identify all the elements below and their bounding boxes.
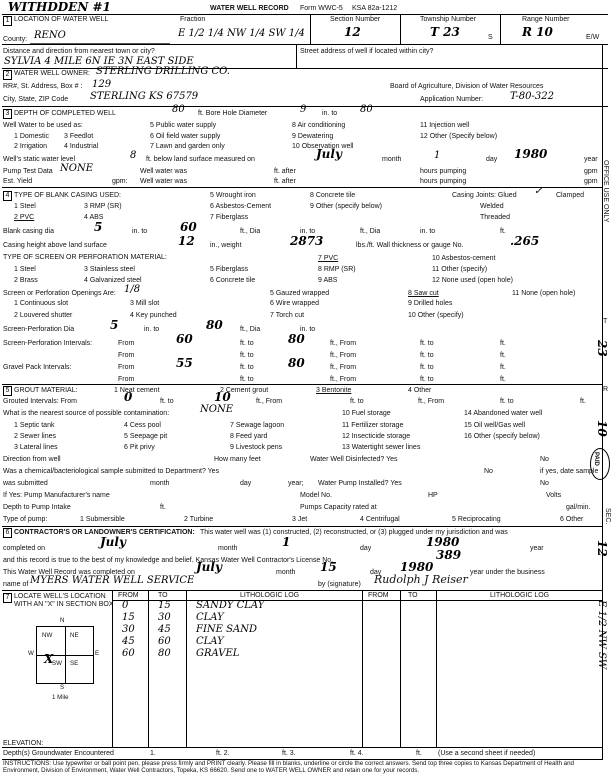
measured-day: 1 [434, 150, 441, 161]
grout-from: 0 [124, 390, 133, 404]
openings-value: 1/8 [124, 284, 141, 295]
completed-day: 1 [282, 535, 291, 549]
street-label: Street address of well if located within city? [300, 48, 434, 55]
gravel-to: 80 [288, 356, 305, 370]
signature: Rudolph J Reiser [374, 573, 468, 586]
depth-value: 80 [172, 104, 185, 115]
bore-to-value: 80 [360, 104, 373, 115]
instructions: INSTRUCTIONS: Use typewriter or ball point pen, please press firmly and PRINT clearly. Please fill in blanks, underline or circle the correct answers. Send top three copies to Kansas Department of Health and Environment, Division of Environment, Water Well Contractors, Topeka, KS 66620. Send one to WATER WELL OWNER and retain one for your records. [3, 760, 574, 774]
log-row-to: 30 [158, 612, 171, 623]
county-label: County: [3, 36, 28, 43]
log-row-lithology: FINE SAND [196, 624, 257, 635]
locate-label: LOCATE WELL'S LOCATION WITH AN "X" IN SECTION BOX [14, 593, 114, 608]
application-value: T-80-322 [510, 91, 554, 102]
fraction-label: Fraction [180, 16, 206, 23]
log-row-lithology: GRAVEL [196, 648, 240, 659]
side-range: 10 [595, 420, 609, 437]
township-label: Township Number [420, 16, 477, 23]
screen-int-from: 60 [176, 332, 193, 346]
use-label: Well Water to be used as: [3, 122, 83, 129]
log-row-lithology: CLAY [196, 636, 224, 647]
grout-to: 10 [214, 390, 231, 404]
office-use-label: OFFICE USE ONLY [602, 160, 609, 223]
license-number: 389 [436, 548, 462, 562]
form-number: Form WWC-5 [300, 5, 343, 12]
range-value: R 10 [522, 25, 553, 39]
bore-value: 9 [300, 104, 307, 115]
record-year: 1980 [400, 560, 434, 574]
form-title: WATER WELL RECORD [210, 5, 289, 12]
side-township: 23 [595, 340, 609, 357]
location-label: LOCATION OF WATER WELL [14, 16, 109, 23]
log-row-lithology: SANDY CLAY [196, 600, 265, 611]
range-label: Range Number [522, 16, 570, 23]
log-row-from: 0 [122, 600, 129, 611]
casing-height-value: 12 [178, 234, 195, 248]
screen-dia-to: 80 [206, 318, 223, 332]
distance-value: SYLVIA 4 MILE 6N IE 3N EAST SIDE [4, 56, 194, 67]
record-month: July [196, 560, 222, 574]
static-level-value: 8 [130, 150, 137, 161]
section-label: Section Number [330, 16, 381, 23]
water-well-record-form: WITHDDEN #1 WATER WELL RECORD Form WWC-5 KSA 82a-1212 1 LOCATION OF WATER WELL Fraction Section Number Township Number Range Number County: RENO E 1/2 1/4 NW 1/4 SW 1/4 12 T 23 S R 10 E/W Distance and direction from nearest town or city? Street address of well if located within city? SYLVIA 4 MILE 6N IE 3N EAST SIDE 2 WATER WELL OWNER: STERLING DRILLING CO. RR#, St. Address, Box # : 129 Board of Agriculture, Division of Water Resources City, State, ZIP Code STERLING KS 67579 Application Number: T-80-322 3 DEPTH OF COMPLETED WELL 80 ft. Bore Hole Diameter 9 in. to 80 Well Water to be used as: 1 Domestic 2 Irrigation 3 Feedlot 4 Industrial 5 Public water supply 6 Oil field water supply 7 Lawn and garden only 8 Air conditioning 9 Dewatering 10 Observation well 11 Injection well 12 Other (Specify below) Well's static water level 8 ft. below land surface measured on July month 1 day 1980 year Pump Test Data NONE Well water was ft. after hours pumping gpm Est. Yield gpm: Well water was ft. after hours pumping gpm 4 TYPE OF BLANK CASING USED: 1 Steel 2 PVC 3 RMP (SR) 4 ABS 5 Wrought iron 6 Asbestos-Cement 7 Fiberglass 8 Concrete tile 9 Other (specify below) Casing Joints: Glued ✓ Clamped Welded Threaded Blank casing dia 5 in. to 60 ft., Dia in. to ft., Dia in. to ft. Casing height above land surface 12 in., weight 2873 lbs./ft. Wall thickness or gauge No. .265 TYPE OF SCREEN OR PERFORATION MATERIAL: 1 Steel 2 Brass 3 Stainless steel 4 Galvanized steel 5 Fiberglass 6 Concrete tile 7 PVC 8 RMP (SR) 9 ABS 10 Asbestos-cement 11 Other (specify) 12 None used (open hole) Screen or Perforation Openings Are: 1/8 1 Continuous slot 2 Louvered shutter 3 Mill slot 4 Key punched 5 Gauzed wrapped 6 Wire wrapped 7 Torch cut 8 Saw cut 9 Drilled holes 10 Other (specify) 11 None (open hole) Screen-Perforation Dia 5 in. to 80 ft., Dia in. to Screen-Perforation Intervals: From 60 ft. to 80 ft., From ft. to ft. From ft. to ft., From ft. to ft. Gravel Pack Intervals: From 55 ft. to 80 ft., From ft. to ft. From ft. to ft., From ft. to ft. 5 GROUT MATERIAL: 1 Neat cement 2 Cement grout 3 Bentonite 4 Other Grouted Intervals: From 0 ft. to 10 ft., From ft. to ft., From ft. to ft. What is the nearest source of possible contamination: NONE 1 Septic tank 2 Sewer lines 3 Lateral lines 4 Cess pool 5 Seepage pit 6 Pit privy 7 Sewage lagoon 8 Feed yard 9 Livestock pens 10 Fuel storage 11 Fertilizer storage 12 Insecticide storage 13 Watertight sewer lines 14 Abandoned water well 15 Oil well/Gas well 16 Other (specify below) Direction from well How many feet Water Well Disinfected? Yes No Was a chemical/bacteriological sample submitted to Department? Yes No if yes, date sample was submitted month day year; Water Pump Installed? Yes No If Yes: Pump Manufacturer's name Model No. HP Volts Depth to Pump Intake ft. Pumps Capacity rated at gal/min. Type of pump: 1 Submersible 2 Turbine 3 Jet 4 Centrifugal 5 Reciprocating 6 Other 6 CONTRACTOR'S OR LANDOWNER'S CERTIFICATION: This water well was (1) constructed, (2) reconstructed, or (3) plugged under my jurisdiction and was completed on July month 1 day 1980 year and this record is true to the best of my knowledge and belief. Kansas Water Well Contractor's License No. 389 This Water Well Record was completed on July month 15 day 1980 year under the business name of MYERS WATER WELL SERVICE by (signature) Rudolph J Reiser 7 LOCATE WELL'S LOCATION WITH AN "X" IN SECTION BOX FROM TO LITHOLOGIC LOG FROM TO LITHOLOGIC LOG 0 15 SANDY CLAY 15 30 CLAY 30 45 FINE SAND 45 60 CLAY 60 80 GRAVEL N S W E NW NE SW SE X 1 Mile ELEVATION: Depth(s) Groundwater Encountered 1. ft. 2. ft. 3. ft. 4. ft. (Use a second sheet if needed) INSTRUCTIONS: Use typewriter or ball point pen, please press firmly and PRINT clearly. Please fill in blanks, underline or circle the correct answers. Send top three copies to Kansas Department of Health and Environment, Division of Environment, Water Well Contractors, Topeka, KS 66620. Send one to WATER WELL OWNER and retain one for your records. OFFICE USE ONLY T 23 R 10 PAID SEC. 12 E 1/2 NW SW [3, 0, 611, 774]
wall-thickness-value: .265 [510, 234, 540, 248]
measured-month: July [316, 147, 342, 161]
section-value: 12 [344, 25, 361, 39]
board-label: Board of Agriculture, Division of Water Resources [390, 83, 544, 90]
well-location-mark: X [44, 652, 54, 666]
log-row-from: 60 [122, 648, 135, 659]
blank-to-value: 60 [180, 220, 197, 234]
side-section: 12 [595, 540, 609, 557]
log-row-to: 60 [158, 636, 171, 647]
distance-label: Distance and direction from nearest town or city? [3, 48, 155, 55]
county-value: RENO [34, 30, 66, 41]
blank-dia-value: 5 [94, 220, 103, 234]
completed-year: 1980 [426, 535, 460, 549]
screen-int-to: 80 [288, 332, 305, 346]
pump-test-value: NONE [60, 163, 93, 174]
log-row-from: 15 [122, 612, 135, 623]
measured-year: 1980 [514, 147, 548, 161]
owner-name: STERLING DRILLING CO. [96, 66, 230, 77]
log-row-to: 15 [158, 600, 171, 611]
address-label: RR#, St. Address, Box # : [3, 83, 83, 90]
side-fraction: E 1/2 NW SW [596, 600, 607, 670]
ksa-reference: KSA 82a-1212 [352, 5, 398, 12]
log-row-lithology: CLAY [196, 612, 224, 623]
log-row-from: 30 [122, 624, 135, 635]
fraction-value: E 1/2 1/4 NW 1/4 SW 1/4 [178, 28, 305, 39]
address-value: 129 [92, 79, 112, 90]
log-row-to: 80 [158, 648, 171, 659]
gravel-from: 55 [176, 356, 193, 370]
township-value: T 23 [430, 25, 460, 39]
casing-weight-value: 2873 [290, 234, 324, 248]
business-name: MYERS WATER WELL SERVICE [30, 575, 195, 586]
contamination-value: NONE [200, 404, 233, 415]
depth-label: DEPTH OF COMPLETED WELL [14, 110, 116, 117]
city-value: STERLING KS 67579 [90, 91, 199, 102]
record-day: 15 [320, 560, 337, 574]
completed-month: July [100, 535, 126, 549]
city-label: City, State, ZIP Code [3, 96, 69, 103]
log-row-from: 45 [122, 636, 135, 647]
screen-dia-value: 5 [110, 318, 119, 332]
rule [2, 14, 608, 15]
handwritten-title: WITHDDEN #1 [8, 0, 111, 14]
owner-label: WATER WELL OWNER: [14, 70, 90, 77]
log-row-to: 45 [158, 624, 171, 635]
application-label: Application Number: [420, 96, 484, 103]
